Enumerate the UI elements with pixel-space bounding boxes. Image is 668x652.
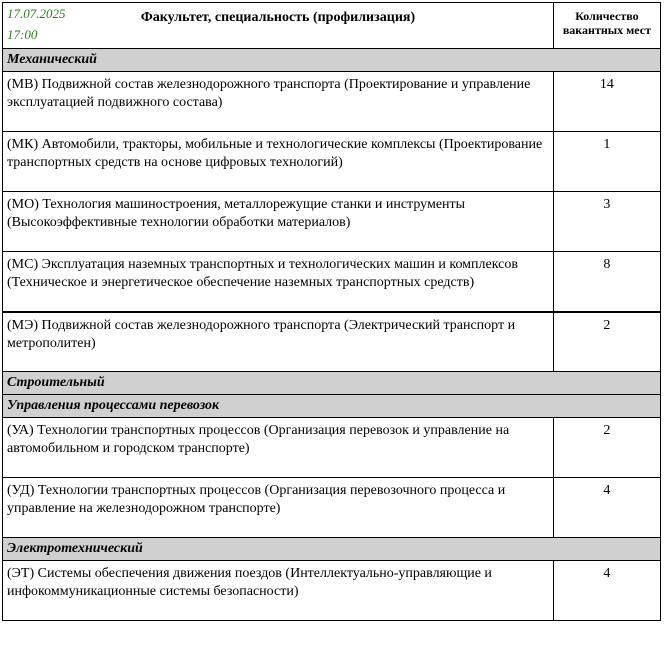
specialty-name: (ЭТ) Системы обеспечения движения поездов (Интеллектуально-управляющие и инфокоммуникационные системы безопасности) [3,561,554,621]
table-header-row [3,3,661,49]
table-row [3,418,661,478]
table-row [3,72,661,132]
vacancy-count: 1 [553,132,660,192]
header-count-line1: Количество [575,9,639,23]
specialty-name: (УА) Технологии транспортных процессов (Организация перевозок и управление на автомобильном и городском транспорте) [3,418,554,478]
header-count-line2: вакантных мест [562,23,651,37]
vacancy-count: 14 [553,72,660,132]
table-row [3,478,661,538]
specialty-name: (МВ) Подвижной состав железнодорожного транспорта (Проектирование и управление эксплуатацией подвижного состава) [3,72,554,132]
header-title: Факультет, специальность (профилизация) [140,10,416,25]
faculty-name: Электротехнический [3,538,661,561]
specialty-name: (МО) Технология машиностроения, металлорежущие станки и инструменты (Высокоэффективные технологии обработки материалов) [3,192,554,252]
specialty-name: (МК) Автомобили, тракторы, мобильные и технологические комплексы (Проектирование транспортных средств на основе цифровых технологий) [3,132,554,192]
table-row [3,561,661,621]
table-row [3,252,661,312]
faculty-name: Управления процессами перевозок [3,395,661,418]
vacancies-table [2,2,661,621]
faculty-row [3,372,661,395]
timestamp-time: 17:00 [7,27,38,42]
header-count-cell [553,3,660,49]
vacancy-count: 2 [553,418,660,478]
faculty-row [3,538,661,561]
timestamp-date: 17.07.2025 [7,6,66,21]
header-title-cell [3,3,554,49]
table-row [3,192,661,252]
faculty-name: Строительный [3,372,661,395]
faculty-name: Механический [3,49,661,72]
vacancy-count: 3 [553,192,660,252]
faculty-row [3,49,661,72]
vacancy-count: 4 [553,478,660,538]
vacancy-count: 2 [553,312,660,372]
specialty-name: (УД) Технологии транспортных процессов (Организация перевозочного процесса и управление на железнодорожном транспорте) [3,478,554,538]
specialty-name: (МЭ) Подвижной состав железнодорожного транспорта (Электрический транспорт и метрополитен) [3,312,554,372]
table-row [3,132,661,192]
table-row [3,312,661,372]
specialty-name: (МС) Эксплуатация наземных транспортных и технологических машин и комплексов (Техническое и энергетическое обеспечение наземных транспортных средств) [3,252,554,312]
vacancy-count: 4 [553,561,660,621]
faculty-row [3,395,661,418]
vacancy-count: 8 [553,252,660,312]
